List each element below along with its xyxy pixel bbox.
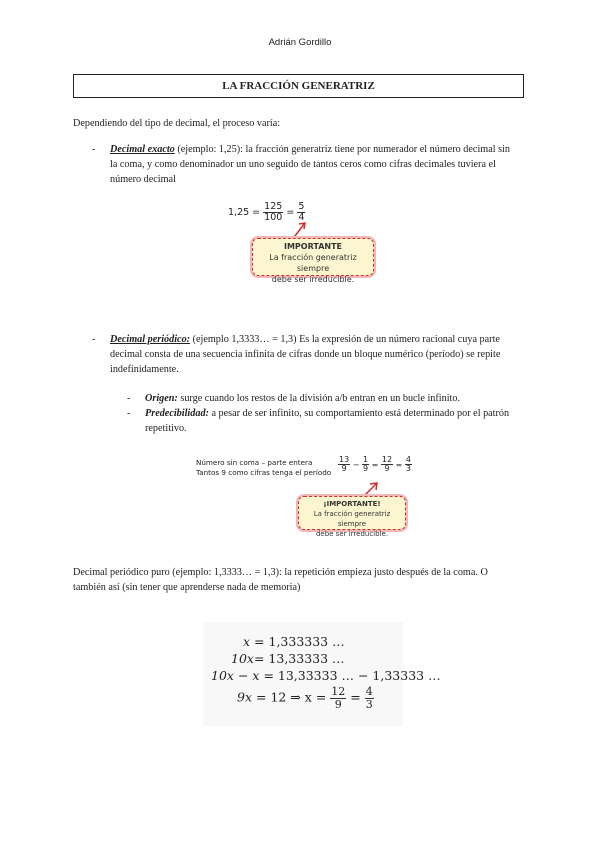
important-note xyxy=(298,496,406,538)
bullet-dash: - xyxy=(92,144,96,155)
predecibilidad-text-2: repetitivo. xyxy=(145,423,187,434)
pure-paragraph xyxy=(73,565,533,595)
exact-text-1: (ejemplo: 1,25): la fracción generatriz tiene por numerador el número decimal sin xyxy=(174,144,510,155)
p-f1-den: 9 xyxy=(341,464,347,474)
origen-text: surge cuando los restos de la división a/b entran en un bucle infinito. xyxy=(177,393,460,404)
periodic-fraction-2 xyxy=(362,456,369,474)
note-head: ¡IMPORTANTE! xyxy=(323,500,381,508)
r4-mid: = 12 xyxy=(256,689,287,705)
periodic-text-3: indefinidamente. xyxy=(110,364,179,375)
important-note xyxy=(252,238,374,284)
r3-c: = 13,33333 … − 1,33333 … xyxy=(263,668,441,683)
bullet-origen xyxy=(145,391,535,406)
periodic-text-2: decimal consta de una secuencia infinita de cifras donde un bloque numérico (período) se repite xyxy=(110,349,501,360)
sub-bullet-dash: - xyxy=(127,393,131,404)
r3-a: 10x xyxy=(211,668,234,683)
note-line-2: debe ser irreducible. xyxy=(271,275,355,284)
exact-term: Decimal exacto xyxy=(110,144,175,155)
exact-f1-den: 100 xyxy=(264,211,283,223)
derivation-row-3 xyxy=(211,668,441,683)
p-f4-den: 3 xyxy=(405,464,411,474)
p-f3-num: 12 xyxy=(381,455,393,464)
periodic-fraction-1 xyxy=(338,456,350,474)
note-line-1: La fracción generatriz siempre xyxy=(313,510,391,528)
predecibilidad-term: Predecibilidad: xyxy=(145,408,209,419)
note-line-2: debe ser irreducible. xyxy=(315,530,389,538)
p-minus: − xyxy=(352,460,360,470)
periodic-paragraph xyxy=(110,332,530,377)
periodic-fraction-4 xyxy=(405,456,412,474)
rule-line-2: Tantos 9 como cifras tenga el período xyxy=(196,468,332,477)
exact-f2-num: 5 xyxy=(298,201,305,212)
exact-eq: = xyxy=(286,206,295,218)
p-f2-num: 1 xyxy=(362,455,369,464)
exact-f2-den: 4 xyxy=(298,211,305,223)
rule-line-1: Número sin coma – parte entera xyxy=(196,458,313,467)
p-f3-den: 9 xyxy=(384,464,390,474)
exact-fraction-1 xyxy=(263,202,283,223)
derivation-row-4 xyxy=(237,686,374,710)
bullet-dash: - xyxy=(92,334,96,345)
pure-text-1: Decimal periódico puro (ejemplo: 1,3333… = 1,3): la repetición empieza justo después de la coma. O xyxy=(73,567,488,578)
p-f4-num: 4 xyxy=(405,455,411,464)
exact-paragraph xyxy=(110,142,530,187)
r1-lhs: x xyxy=(243,634,251,649)
pure-text-2: también así (sin tener que aprenderse nada de memoria) xyxy=(73,582,301,593)
exact-lhs: 1,25 = xyxy=(228,206,261,218)
r4-f1-num: 12 xyxy=(331,685,346,698)
origen-term: Origen: xyxy=(145,393,178,404)
r4-f2-num: 4 xyxy=(365,685,373,698)
exact-text-3: número decimal xyxy=(110,174,176,185)
author-header: Adrián Gordillo xyxy=(268,37,332,48)
periodic-figure xyxy=(188,452,418,538)
note-line-1: La fracción generatriz siempre xyxy=(269,253,357,273)
periodic-term: Decimal periódico: xyxy=(110,334,191,345)
r4-arrow: ⇒ x = xyxy=(290,689,327,705)
r4-fraction-1 xyxy=(330,686,346,710)
predecibilidad-text: a pesar de ser infinito, su comportamiento está determinado por el patrón xyxy=(208,408,510,419)
periodic-equation xyxy=(338,456,412,474)
r4-f1-den: 9 xyxy=(334,697,342,711)
p-f1-num: 13 xyxy=(339,455,350,464)
note-head: IMPORTANTE xyxy=(283,242,343,251)
exact-figure xyxy=(218,198,388,286)
r3-b: − x xyxy=(237,668,260,683)
document-title: LA FRACCIÓN GENERATRIZ xyxy=(73,74,524,98)
periodic-fraction-3 xyxy=(381,456,393,474)
periodic-text-1: (ejemplo 1,3333… = 1,3) Es la expresión de un número racional cuya parte xyxy=(190,334,500,345)
p-eq-2: = xyxy=(395,460,403,470)
periodic-rule xyxy=(196,458,331,478)
r2-rhs: = 13,33333 … xyxy=(253,651,345,666)
p-eq-1: = xyxy=(371,460,379,470)
r4-fraction-2 xyxy=(365,686,374,710)
r4-eq: = xyxy=(350,689,361,705)
sub-bullet-dash: - xyxy=(127,408,131,419)
r2-lhs: 10x xyxy=(231,651,254,666)
bullet-predecibilidad xyxy=(145,406,535,436)
r1-rhs: = 1,333333 … xyxy=(254,634,345,649)
exact-f1-num: 125 xyxy=(264,201,283,212)
exact-text-2: la coma, y como denominador un uno seguido de tantos ceros como cifras decimales tuviera el xyxy=(110,159,496,170)
r4-lhs: 9x xyxy=(237,689,253,705)
derivation-row-2 xyxy=(231,651,345,666)
derivation-row-1 xyxy=(243,634,345,649)
derivation-box xyxy=(203,622,441,726)
intro-text: Dependiendo del tipo de decimal, el proceso varía: xyxy=(73,118,281,129)
r4-f2-den: 3 xyxy=(365,697,373,711)
p-f2-den: 9 xyxy=(362,464,369,474)
